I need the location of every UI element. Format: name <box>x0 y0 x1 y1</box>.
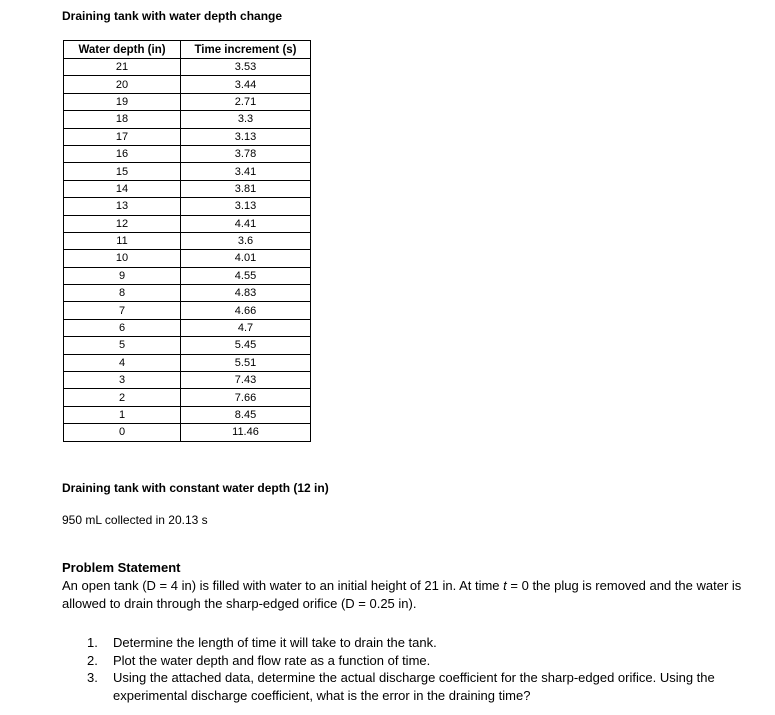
water-depth-cell: 13 <box>64 198 181 215</box>
list-item-number: 1. <box>87 635 98 650</box>
table-body <box>64 59 311 442</box>
water-depth-cell: 5 <box>64 337 181 354</box>
time-increment-cell: 3.53 <box>181 59 311 76</box>
time-increment-cell: 4.01 <box>181 250 311 267</box>
problem-statement-heading: Problem Statement <box>62 560 181 575</box>
water-depth-cell: 7 <box>64 302 181 319</box>
list-item-text: Using the attached data, determine the actual discharge coefficient for the sharp-edged orifice. Using the experimental discharge coefficient, what is the error in the draining time? <box>113 670 715 703</box>
table-row <box>64 111 311 128</box>
table-row <box>64 337 311 354</box>
table-row <box>64 319 311 336</box>
water-depth-cell: 17 <box>64 128 181 145</box>
table-row <box>64 76 311 93</box>
time-increment-cell: 4.66 <box>181 302 311 319</box>
water-depth-cell: 2 <box>64 389 181 406</box>
time-increment-cell: 4.41 <box>181 215 311 232</box>
time-increment-cell: 11.46 <box>181 424 311 441</box>
page-title: Draining tank with water depth change <box>62 9 283 23</box>
table-row <box>64 198 311 215</box>
water-depth-cell: 11 <box>64 232 181 249</box>
water-depth-cell: 3 <box>64 372 181 389</box>
table-row <box>64 180 311 197</box>
depth-time-table <box>63 40 311 442</box>
table-row <box>64 354 311 371</box>
list-item-number: 2. <box>87 652 98 668</box>
table-header-row <box>64 41 311 59</box>
table-row <box>64 59 311 76</box>
table-row <box>64 250 311 267</box>
list-item-text: Plot the water depth and flow rate as a function of time. <box>113 652 431 668</box>
problem-text-part-1: An open tank (D = 4 in) is filled with water to an initial height of 21 in. At time <box>62 578 504 593</box>
table-row <box>64 389 311 406</box>
time-increment-cell: 8.45 <box>181 406 311 423</box>
column-header-time-increment: Time increment (s) <box>181 41 311 59</box>
list-item-number: 3. <box>87 670 98 685</box>
list-item-text: Determine the length of time it will take to drain the tank. <box>113 635 437 650</box>
list-item <box>87 634 767 652</box>
column-header-water-depth: Water depth (in) <box>64 41 181 59</box>
water-depth-cell: 1 <box>64 406 181 423</box>
water-depth-cell: 9 <box>64 267 181 284</box>
time-increment-cell: 3.78 <box>181 145 311 162</box>
table-row <box>64 372 311 389</box>
problem-text-part-2: = 0 the plug is removed and the water is allowed to drain through the sharp-edged orifice (D = 0.25 in). <box>62 578 742 611</box>
water-depth-cell: 12 <box>64 215 181 232</box>
water-depth-cell: 15 <box>64 163 181 180</box>
collected-volume-text: 950 mL collected in 20.13 s <box>62 513 208 527</box>
constant-depth-title: Draining tank with constant water depth (12 in) <box>62 481 329 495</box>
water-depth-cell: 16 <box>64 145 181 162</box>
time-increment-cell: 3.44 <box>181 76 311 93</box>
table-row <box>64 145 311 162</box>
time-variable: t <box>503 578 507 593</box>
table-row <box>64 424 311 441</box>
time-increment-cell: 3.13 <box>181 198 311 215</box>
time-increment-cell: 3.81 <box>181 180 311 197</box>
list-item <box>87 669 767 704</box>
time-increment-cell: 3.3 <box>181 111 311 128</box>
table-row <box>64 93 311 110</box>
time-increment-cell: 3.41 <box>181 163 311 180</box>
time-increment-cell: 5.45 <box>181 337 311 354</box>
table-row <box>64 215 311 232</box>
water-depth-cell: 6 <box>64 319 181 336</box>
water-depth-cell: 19 <box>64 93 181 110</box>
time-increment-cell: 4.83 <box>181 285 311 302</box>
table-row <box>64 406 311 423</box>
time-increment-cell: 7.66 <box>181 389 311 406</box>
water-depth-cell: 14 <box>64 180 181 197</box>
table-row <box>64 302 311 319</box>
table-row <box>64 285 311 302</box>
time-increment-cell: 3.13 <box>181 128 311 145</box>
water-depth-cell: 4 <box>64 354 181 371</box>
water-depth-cell: 20 <box>64 76 181 93</box>
time-increment-cell: 3.6 <box>181 232 311 249</box>
water-depth-cell: 18 <box>64 111 181 128</box>
time-increment-cell: 4.55 <box>181 267 311 284</box>
table-row <box>64 267 311 284</box>
table-row <box>64 232 311 249</box>
water-depth-cell: 0 <box>64 424 181 441</box>
table-row <box>64 163 311 180</box>
time-increment-cell: 5.51 <box>181 354 311 371</box>
time-increment-cell: 2.71 <box>181 93 311 110</box>
list-item <box>87 652 767 670</box>
time-increment-cell: 4.7 <box>181 319 311 336</box>
time-increment-cell: 7.43 <box>181 372 311 389</box>
problem-tasks-list <box>87 634 767 704</box>
table-row <box>64 128 311 145</box>
water-depth-cell: 10 <box>64 250 181 267</box>
problem-statement-text <box>62 577 767 613</box>
water-depth-cell: 8 <box>64 285 181 302</box>
water-depth-cell: 21 <box>64 59 181 76</box>
